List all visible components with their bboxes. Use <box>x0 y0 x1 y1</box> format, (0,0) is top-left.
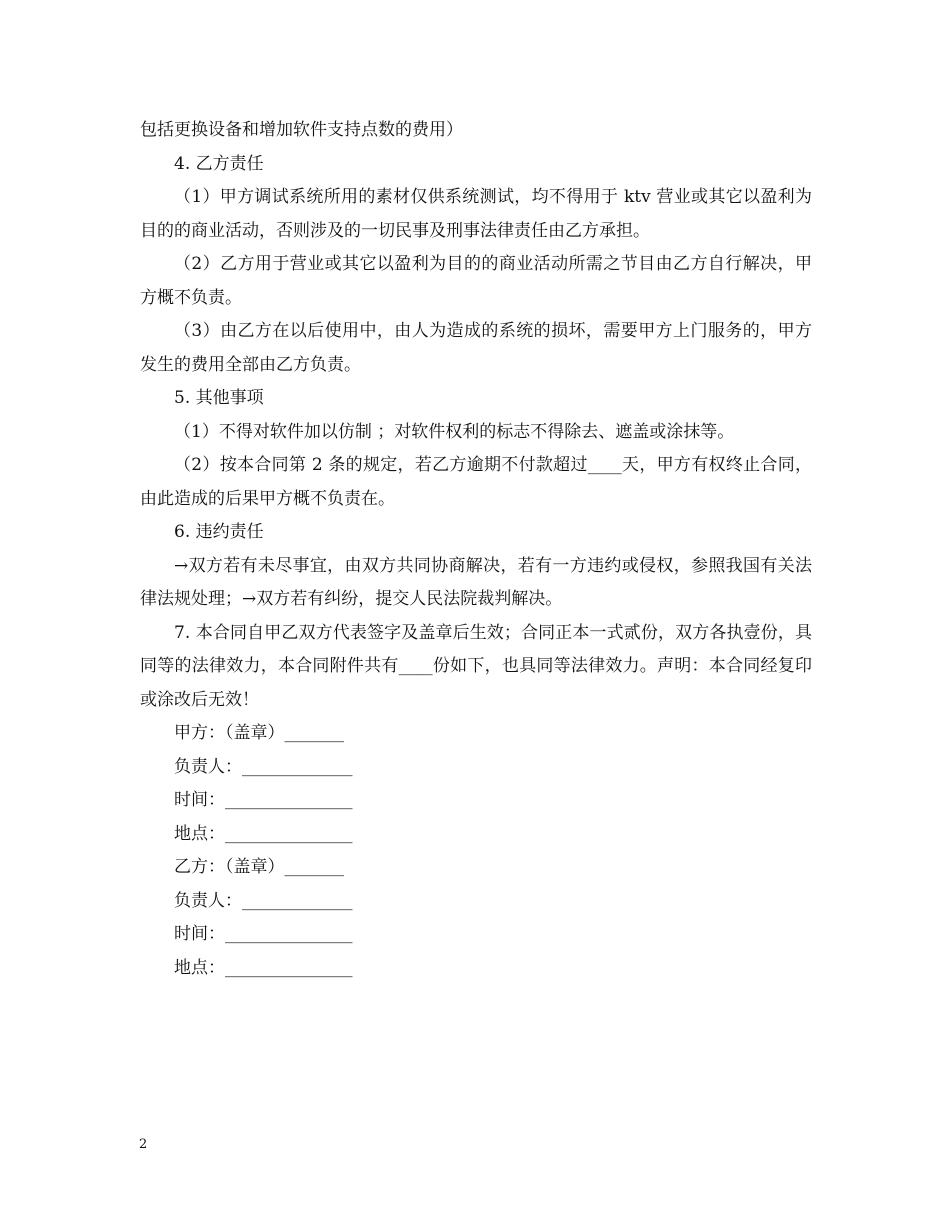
heading-party-b-responsibility: 4. 乙方责任 <box>174 153 264 174</box>
party-a-time-line: 时间：_______________ <box>174 790 353 810</box>
party-b-representative-line: 负责人：_____________ <box>174 890 353 911</box>
heading-breach-liability: 6. 违约责任 <box>174 522 264 542</box>
party-a-place-line: 地点：_______________ <box>174 823 353 844</box>
signature-block <box>140 717 812 985</box>
heading-other-matters: 5. 其他事项 <box>174 388 264 408</box>
paragraph-test-material: （1）甲方调试系统所用的素材仅供系统测试，均不得用于 ktv 营业或其它以盈利为目的的商业活动，否则涉及的一切民事及刑事法律责任由乙方承担。 <box>140 187 812 241</box>
paragraph-system-damage: （3）由乙方在以后使用中，由人为造成的系统的损坏，需要甲方上门服务的，甲方发生的费用全部由乙方负责。 <box>140 321 812 375</box>
party-b-seal-line: 乙方：（盖章）_______ <box>174 857 344 877</box>
paragraph-no-imitation: （1）不得对软件加以仿制 ；对软件权利的标志不得除去、遮盖或涂抹等。 <box>174 421 735 442</box>
party-b-place-line: 地点：_______________ <box>174 957 353 978</box>
party-a-seal-line: 甲方：（盖章）_______ <box>174 723 344 743</box>
party-a-representative-line: 负责人：_____________ <box>174 756 353 777</box>
paragraph-payment-termination: （2）按本合同第 2 条的规定，若乙方逾期不付款超过____天，甲方有权终止合同，由此造成的后果甲方概不负责在。 <box>140 455 812 509</box>
party-b-time-line: 时间：_______________ <box>174 924 353 944</box>
page-number: 2 <box>139 1137 148 1152</box>
document-body <box>140 114 812 985</box>
paragraph-contract-effectiveness: 7. 本合同自甲乙双方代表签字及盖章后生效；合同正本一式贰份，双方各执壹份，具同等的法律效力，本合同附件共有____份如下，也具同等法律效力。声明：本合同经复印或涂改后无效！ <box>140 622 812 710</box>
paragraph-dispute-resolution: →双方若有未尽事宜，由双方共同协商解决，若有一方违约或侵权，参照我国有关法律法规处理；→双方若有纠纷，提交人民法院裁判解决。 <box>140 555 812 609</box>
paragraph-program-content: （2）乙方用于营业或其它以盈利为目的的商业活动所需之节目由乙方自行解决，甲方概不负责。 <box>140 254 812 308</box>
paragraph-fee-continuation: 包括更换设备和增加软件支持点数的费用） <box>140 120 463 140</box>
